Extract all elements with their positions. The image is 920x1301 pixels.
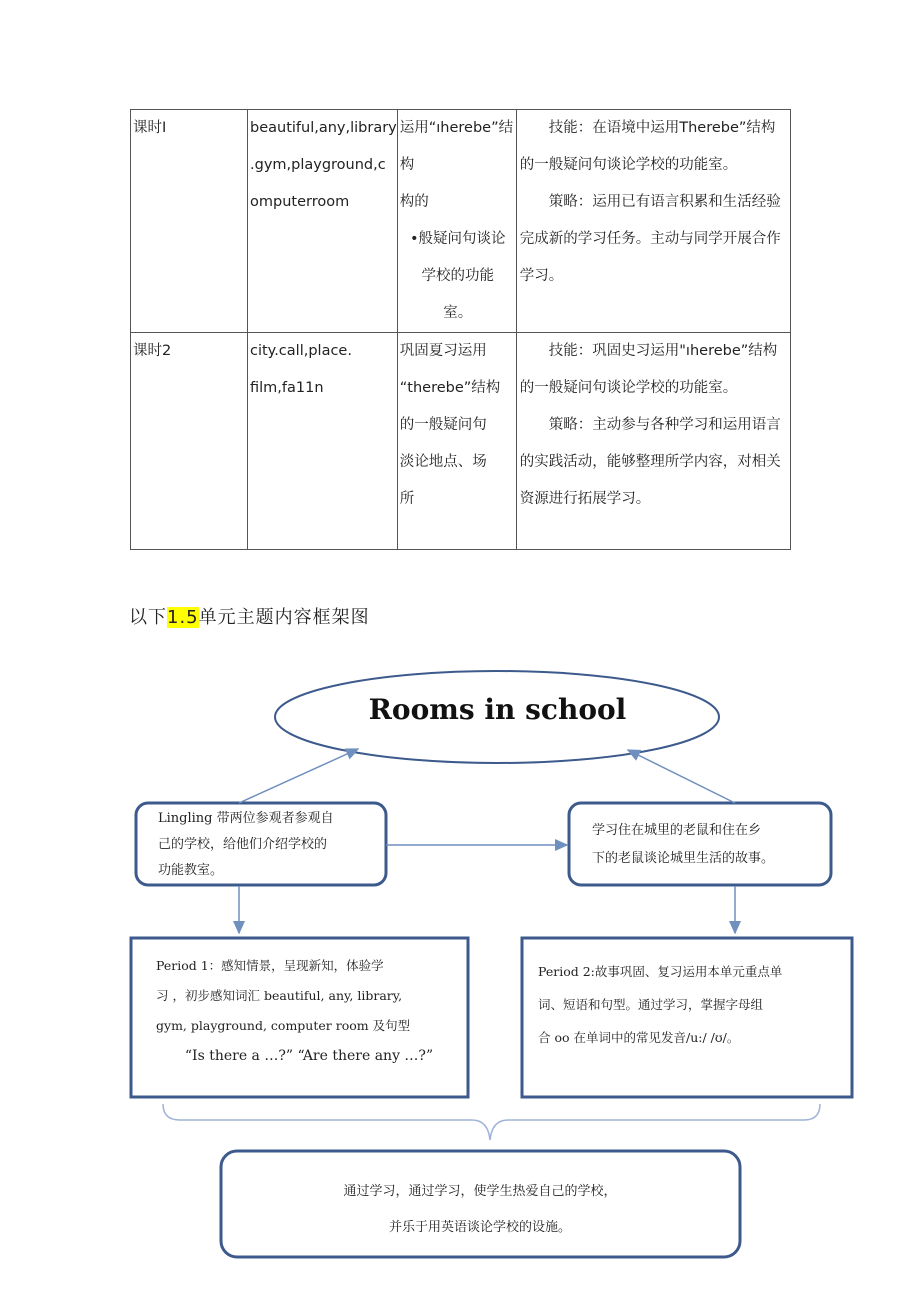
- goal-cell: 技能：巩固史习运用"ıherebe”结构的一般疑问句谈论学校的功能室。 策略：主动参与各种学习和运用语言的实践活动，能够整理所学内容，对相关资源进行拓展学习。: [516, 333, 790, 550]
- goal-text: 通过学习，通过学习，使学生热爱自己的学校， 并乐于用英语谈论学校的设施。: [343, 1184, 617, 1235]
- section-heading: 以下1.5单元主题内容框架图: [129, 607, 370, 628]
- goal-cell: 技能：在语境中运用Therebe”结构的一般疑问句谈论学校的功能室。 策略：运用已有语言积累和生活经验完成新的学习任务。主动与同学开展合作学习。: [516, 110, 790, 333]
- left-scene-text: Lingling 带两位参观者参观自 己的学校，给他们介绍学校的 功能教室。: [158, 811, 334, 878]
- diagram-title: Rooms in school: [368, 693, 627, 726]
- right-scene-text: 学习住在城里的老鼠和住在乡 下的老鼠谈论城里生活的故事。: [592, 823, 775, 866]
- highlighted-number: 1.5: [167, 607, 199, 628]
- arrow-left-up: [239, 749, 358, 803]
- words-cell: city.call,place. film,fa11n: [248, 333, 398, 550]
- brace: [163, 1104, 820, 1140]
- arrow-right-up: [628, 750, 735, 803]
- period2-text: Period 2:故事巩固、复习运用本单元重点单 词、短语和句型。通过学习，掌握字母组 合 oo 在单词中的常见发音/u:/ /ʊ/。: [538, 964, 783, 1045]
- lesson-cell: 课时2: [131, 333, 248, 550]
- period1-text: Period 1：感知情景，呈现新知，体验学 习 ，初步感知词汇 beautiful, any, library, gym, playground, computer room 及句型 “Is there a …?” “Are there any …?”: [156, 958, 434, 1064]
- structure-cell: 运用“ıherebe”结构 构的 •般疑问句谈论 学校的功能 室。: [397, 110, 516, 333]
- words-cell: beautiful,any,library .gym,playground,c omputerroom: [248, 110, 398, 333]
- lesson-cell: 课时I: [131, 110, 248, 333]
- structure-cell: 巩固夏习运用 “therebe”结构 的一般疑问句 淡论地点、场 所: [397, 333, 516, 550]
